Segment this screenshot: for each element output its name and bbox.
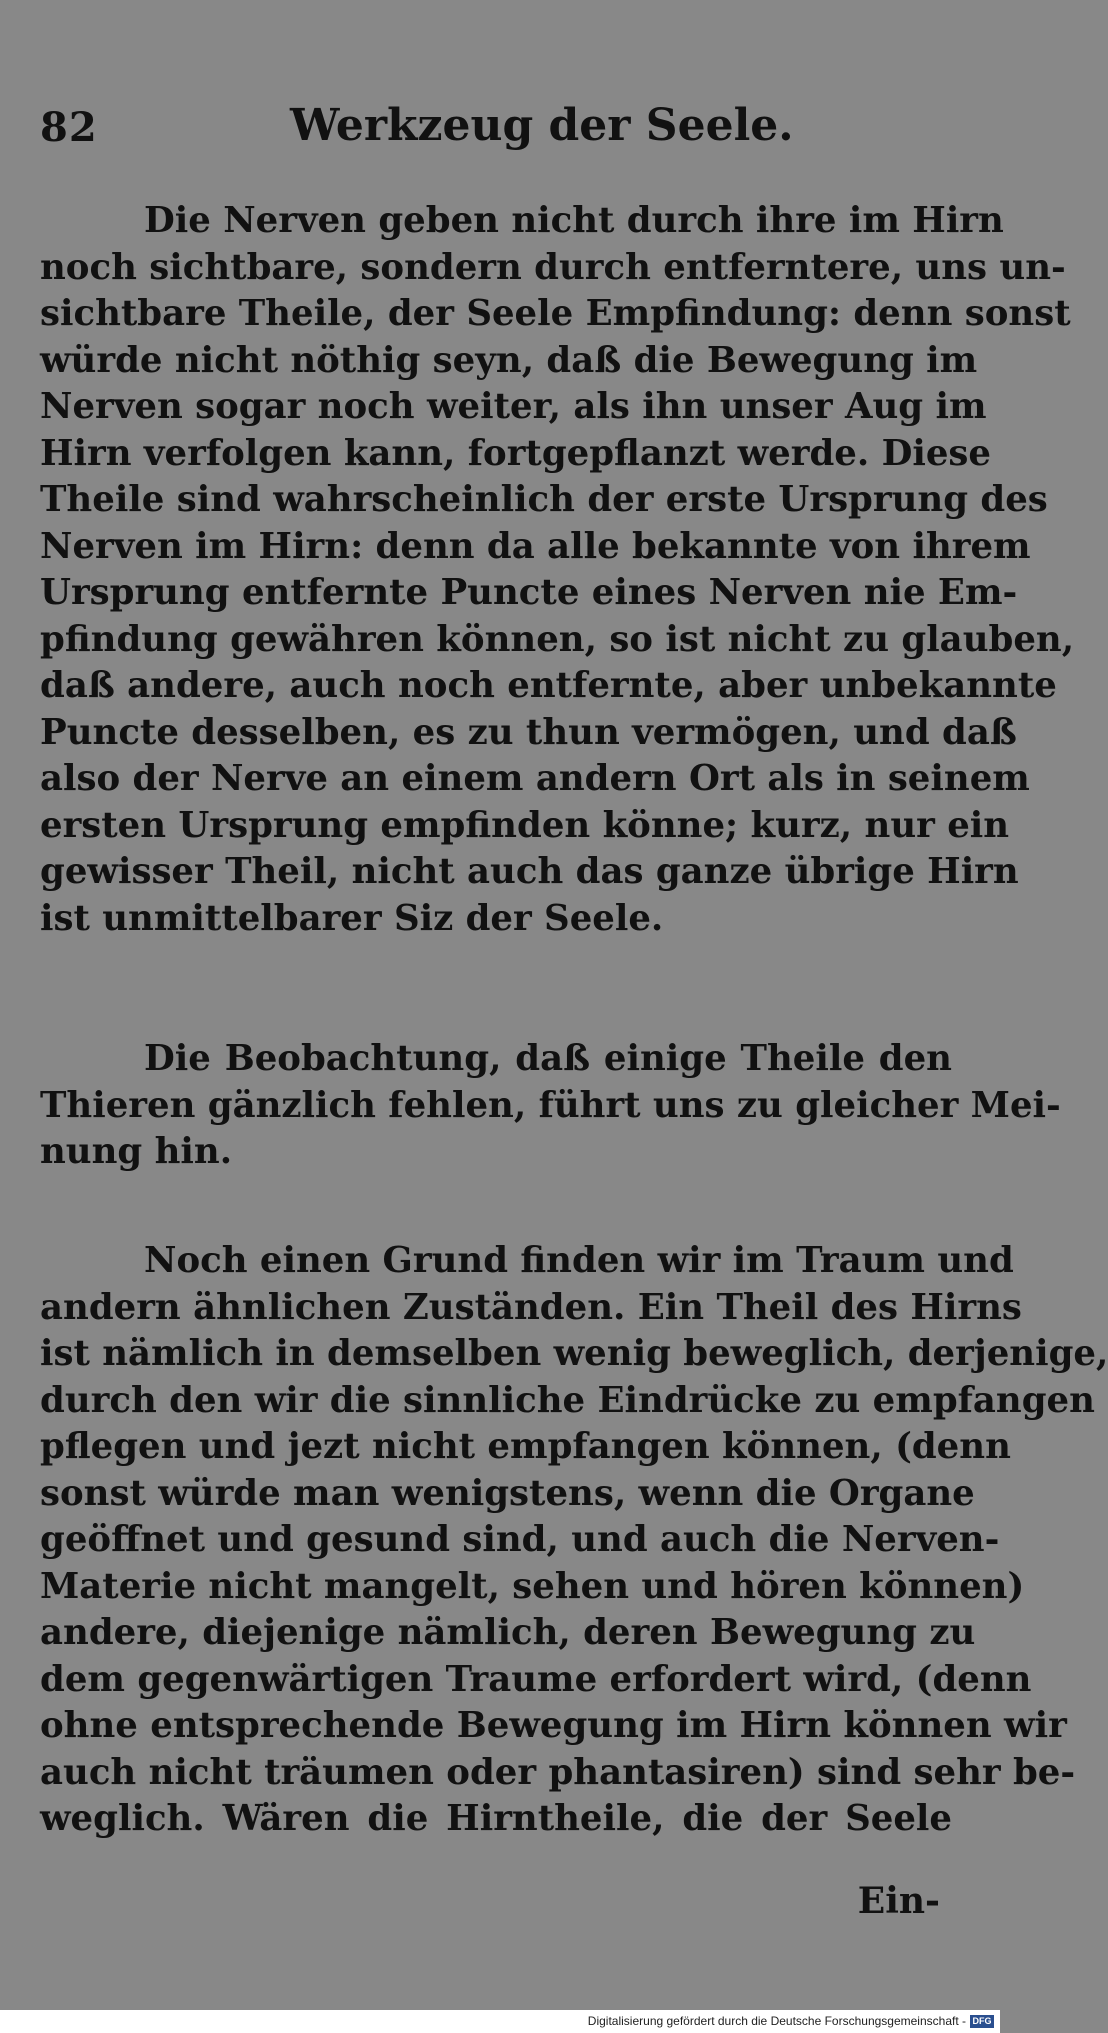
page-header xyxy=(40,100,940,160)
text-line: andere, diejenige nämlich, deren Bewegung zu xyxy=(40,1612,976,1653)
running-title: Werkzeug der Seele. xyxy=(290,100,794,151)
text-line: nung hin. xyxy=(40,1131,233,1172)
funding-credit: Digitalisierung gefördert durch die Deutsche Forschungsgemeinschaft - xyxy=(587,2014,966,2028)
paragraph-nerves xyxy=(40,198,1075,942)
dfg-logo-icon: DFG xyxy=(970,2015,994,2028)
text-line: Nerven im Hirn: denn da alle bekannte von ihrem xyxy=(40,525,1031,567)
text-line: sichtbare Theile, der Seele Empfindung: denn sonst xyxy=(40,293,1071,334)
text-line: Hirn verfolgen kann, fortgepflanzt werde. Diese xyxy=(40,432,991,474)
text-line: dem gegenwärtigen Traume erfordert wird, (denn xyxy=(40,1658,1032,1700)
text-line: also der Nerve an einem andern Ort als in seinem xyxy=(40,758,1030,799)
text-line: Ursprung entfernte Puncte eines Nerven nie Em- xyxy=(40,572,1018,613)
text-line: Materie nicht mangelt, sehen und hören können) xyxy=(40,1565,1025,1607)
text-line: pflegen und jezt nicht empfangen können, (denn xyxy=(40,1426,1011,1467)
text-line: auch nicht träumen oder phantasiren) sind sehr be- xyxy=(40,1751,1076,1793)
text-line: würde nicht nöthig seyn, daß die Bewegung im xyxy=(40,339,978,381)
text-line: ist nämlich in demselben wenig beweglich, derjenige, xyxy=(40,1333,1108,1374)
page-number: 82 xyxy=(40,104,98,151)
text-line: noch sichtbare, sondern durch entferntere, uns un- xyxy=(40,246,1066,288)
text-line: ersten Ursprung empfinden könne; kurz, nur ein xyxy=(40,804,1010,846)
text-line: Nerven sogar noch weiter, als ihn unser Aug im xyxy=(40,386,987,427)
text-line: andern ähnlichen Zuständen. Ein Theil des Hirns xyxy=(40,1286,1022,1328)
text-line: daß andere, auch noch entfernte, aber unbekannte xyxy=(40,665,1057,706)
text-line: gewisser Theil, nicht auch das ganze übrige Hirn xyxy=(40,851,1019,892)
digitization-footer xyxy=(0,2010,1000,2033)
text-line: Noch einen Grund finden wir im Traum und xyxy=(144,1240,1014,1281)
catchword: Ein- xyxy=(857,1880,940,1922)
text-line: ohne entsprechende Bewegung im Hirn können wir xyxy=(40,1705,1067,1746)
text-line: Die Nerven geben nicht durch ihre im Hirn xyxy=(144,200,1004,241)
text-line: sonst würde man wenigstens, wenn die Organe xyxy=(40,1472,975,1514)
text-line: Theile sind wahrscheinlich der erste Ursprung des xyxy=(40,479,1048,520)
paragraph-observation xyxy=(40,1036,1061,1176)
text-line: ist unmittelbarer Siz der Seele. xyxy=(40,897,664,939)
text-line: pfindung gewähren können, so ist nicht zu glauben, xyxy=(40,618,1075,660)
text-line: geöffnet und gesund sind, und auch die Nerven- xyxy=(40,1519,1000,1560)
paragraph-dream xyxy=(40,1238,1108,1843)
text-line: Puncte desselben, es zu thun vermögen, und daß xyxy=(40,711,1017,753)
text-line: weglich. Wären die Hirntheile, die der Seele xyxy=(40,1798,952,1839)
text-line: Die Beobachtung, daß einige Theile den xyxy=(144,1038,952,1079)
text-line: Thieren gänzlich fehlen, führt uns zu gleicher Mei- xyxy=(40,1084,1061,1126)
text-line: durch den wir die sinnliche Eindrücke zu empfangen xyxy=(40,1379,1095,1421)
